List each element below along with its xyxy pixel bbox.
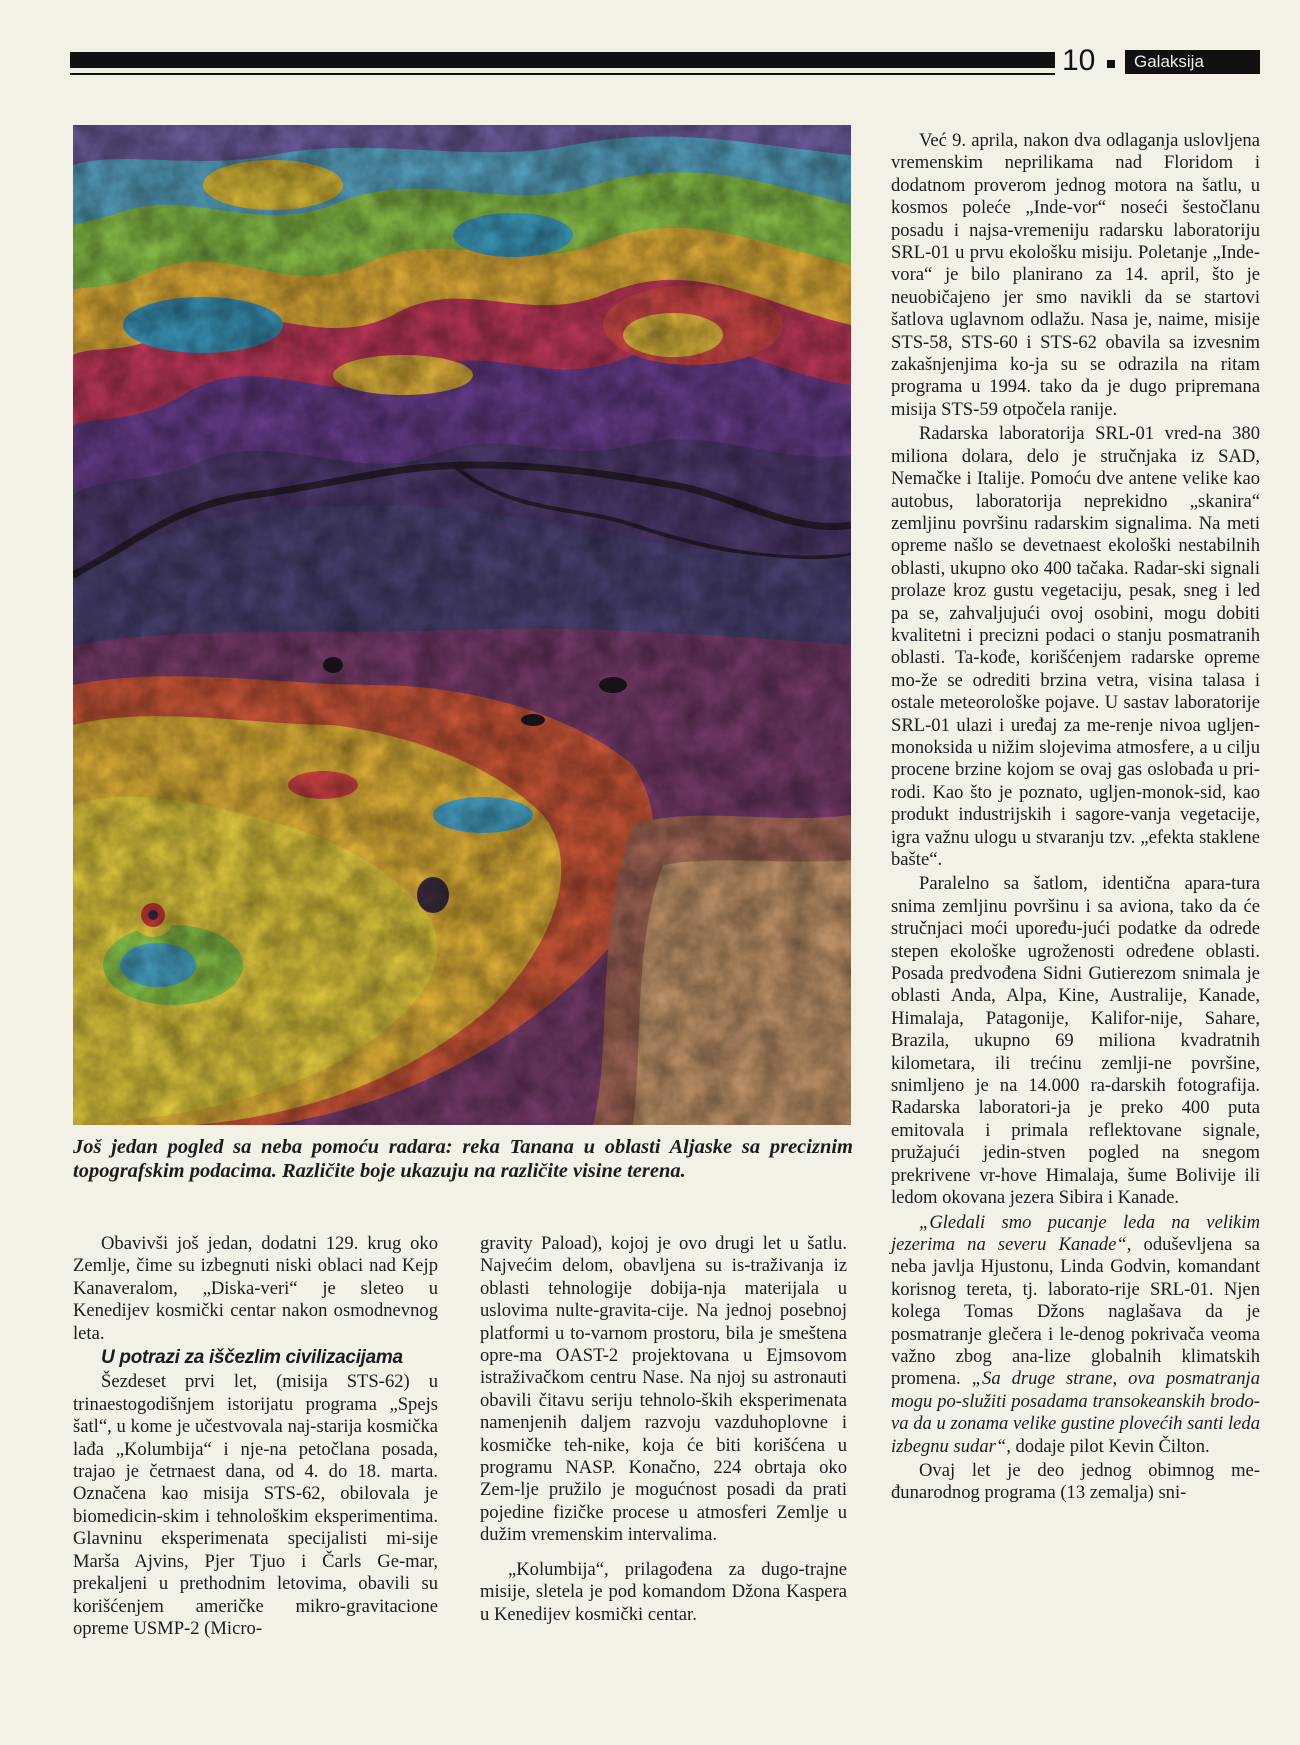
- header-rule: [70, 73, 1055, 75]
- photo-caption: Još jedan pogled sa neba pomoću radara: reka Tanana u oblasti Aljaske sa preciznim topografskim podacima. Različite boje ukazuju na različite visine terena.: [73, 1136, 853, 1182]
- quote: „Gledali smo pucanje leda na velikim jezerima na severu Kanade“,: [891, 1211, 1260, 1255]
- paragraph: Šezdeset prvi let, (misija STS-62) u trinaestogodišnjem istorijatu programa „Spejs šatl“, u kome je učestvovala naj-starija kosmička lađa „Kolumbija“ i nje-na petočlana posada, trajao je četrnaest dana, od 4. do 18. marta. Označena kao misija STS-62, obilovala je biomedicin-skim i tehnološkim eksperimentima. Glavninu eksperimenata specijalisti mi-sije Marša Ajvins, Pjer Tjuo i Čarls Ge-mar, prekaljeni u prethodnim letovima, obavili su korišćenjem američke mikro-gravitacione opreme USMP-2 (Micro-: [73, 1371, 438, 1639]
- paragraph: Paralelno sa šatlom, identična apara-tura snima zemljinu površinu i sa aviona, tako da će stručnjaci moći upoređu-jući podatke da odrede stepen ekološke ugroženosti određene oblasti. Posada predvođena Sidni Gutierezom snimala je oblasti Anda, Alpa, Kine, Australije, Kanade, Himalaja, Patagonije, Kalifor-nije, Sahare, Brazila, ukupno 69 miliona kvadratnih kilometara, ili trećinu zemlji-ne površine, snimljeno je na 14.000 ra-darskih fotografija. Radarska laboratori-ja je preko 400 puta emitovala i primala reflektovane signale, pružajući jedin-stven pogled na snegom prekrivene vr-hove Himalaja, šume Bolivije ili ledom okovana jezera Sibira i Kanade.: [891, 873, 1260, 1209]
- text-run: dodaje pilot Kevin Čilton.: [1010, 1435, 1210, 1457]
- magazine-name: Galaksija: [1125, 50, 1260, 74]
- paragraph: Obavivši još jedan, dodatni 129. krug oko Zemlje, čime su izbegnuti niski oblaci nad Kejp Kanaveralom, „Diska-veri“ je sleteo u Kenedijev kosmički centar nakon osmodnevnog leta.: [73, 1233, 438, 1344]
- text-column-1: [73, 1233, 438, 1640]
- header-bar: [70, 52, 1055, 68]
- text-column-2: [480, 1233, 847, 1626]
- paragraph: [891, 1212, 1260, 1458]
- quote: „Sa druge strane, ova posmatranja mogu po-služiti posadama transokeanskih brodo-va da u zonama velike gustine plovećih santi leda izbegnu sudar“,: [891, 1368, 1260, 1457]
- paragraph: Ovaj let je deo jednog obimnog me-đunarodnog programa (13 zemalja) sni-: [891, 1459, 1260, 1504]
- page-number: 10: [1062, 44, 1096, 77]
- paragraph: Radarska laboratorija SRL-01 vred-na 380 miliona dolara, delo je stručnjaka iz SAD, Nemačke i Italije. Pomoću dve antene velike kao autobus, laboratorija neprekidno „skanira“ zemljinu površinu radarskim signalima. Na meti opreme našlo se devetnaest ekološki nestabilnih oblasti, ukupno oko 400 tačaka. Radar-ski signali prolaze kroz gustu vegetaciju, pesak, sneg i led pa se, zahvaljujući ovoj osobini, mogu dobiti kvalitetni i precizni podaci o stanju posmatranih oblasti. Ta-kođe, korišćenjem radarske opreme mo-že se odrediti brzina vetra, visina talasa i ostale meteorološke pojave. U sastav laboratorije SRL-01 ulazi i uređaj za me-renje nivoa ugljen-monoksida u nižim slojevima atmosfere, a u cilju procene brzine kojom se ovaj gas oslobađa u pri-rodi. Kao što je poznato, ugljen-monok-sid, kao produkt industrijskih i sagore-vanja vegetacije, igra važnu ulogu u stvaranju tzv. „efekta staklene bašte“.: [891, 423, 1260, 870]
- paragraph: gravity Paload), kojoj je ovo drugi let u šatlu. Najvećim delom, obavljena su is-traživanja iz oblasti tehnologije dobija-nja materijala u uslovima nulte-gravita-cije. Na jednoj posebnoj platformi u to-varnom prostoru, bila je smeštena opre-ma OAST-2 projektovana u Ejmsovom istraživačkom centru Nase. Na njoj su astronauti obavili čitavu seriju tehnolo-ških eksperimenata namenjenih daljem razvoju vazduhoplovne i kosmičke teh-nike, koja će biti korišćena u programu NASP. Konačno, 224 obrtaja oko Zem-lje pružilo je mogućnost posadi da prati pojedine fizičke procese u atmosferi Zemlje u dužim vremenskim intervalima.: [480, 1233, 847, 1546]
- section-subheading: U potrazi za iščezlim civilizacijama: [101, 1347, 403, 1369]
- paragraph: Već 9. aprila, nakon dva odlaganja uslovljena vremenskim neprilikama nad Floridom i dodatnom proverom jednog motora na šatlu, u kosmos poleće „Inde-vor“ noseći šestočlanu posadu i najsa-vremeniju radarsku laboratoriju SRL-01 u prvu ekološku misiju. Poletanje „Inde-vora“ je bilo planirano za 14. april, što je neuobičajeno jer smo navikli da se startovi šatlova uglavnom odlažu. Nasa je, naime, misije STS-58, STS-60 i STS-62 obavila sa izvesnim zakašnjenjima ko-ja su se odrazila na ritam programa u 1994. tako da je dugo pripremana misija STS-59 otpočela ranije.: [891, 130, 1260, 420]
- text-run: oduševljena sa neba javlja Hjustonu, Linda Godvin, komandant korisnog tereta, tj. laborato-rije SRL-01. Njen kolega Tomas Džons naglašava da je posmatranje glečera i le-denog pokrivača veoma važno zbog ana-lize globalnih klimatskih promena.: [891, 1233, 1260, 1390]
- header-bullet: [1107, 60, 1115, 68]
- text-column-3: [891, 130, 1260, 1505]
- radar-topography-photo: [73, 125, 851, 1125]
- paragraph: „Kolumbija“, prilagođena za dugo-trajne misije, sletela je pod komandom Džona Kaspera u Kenedijev kosmički centar.: [480, 1558, 847, 1625]
